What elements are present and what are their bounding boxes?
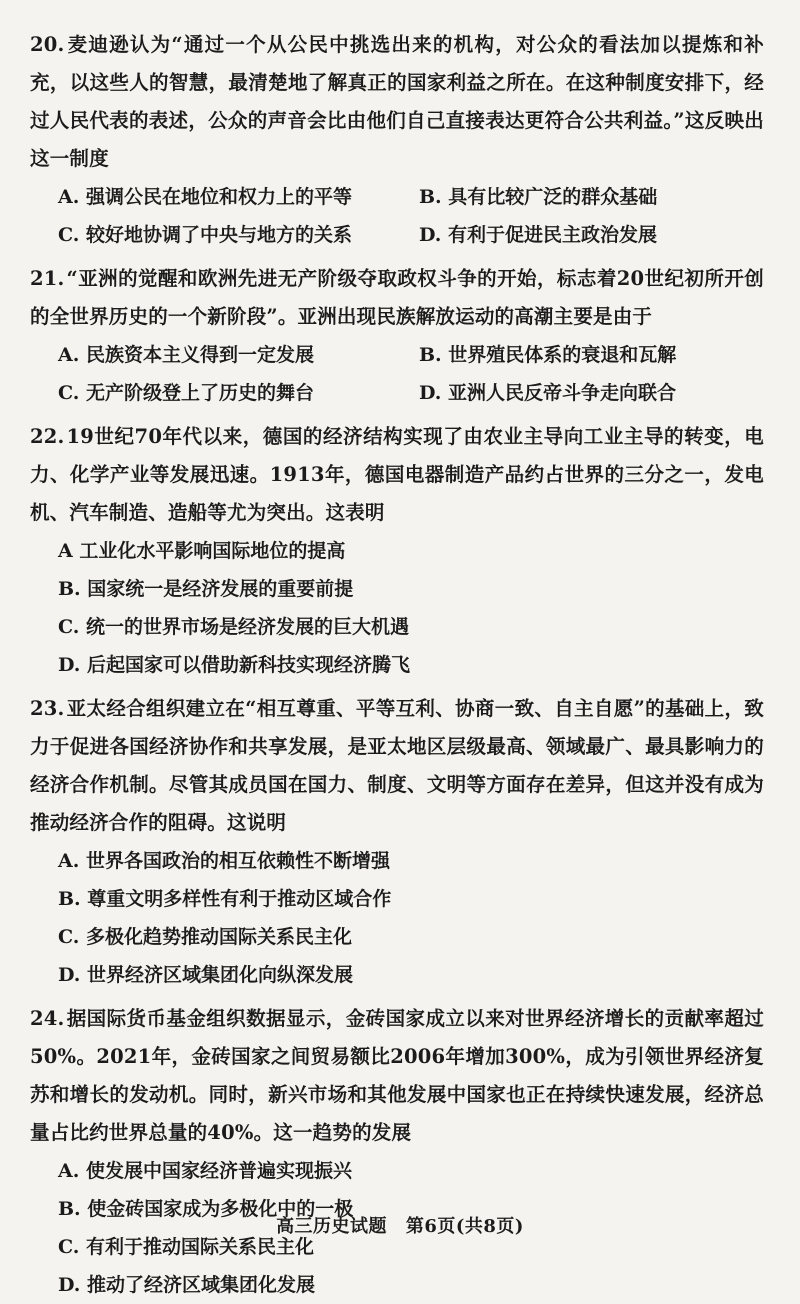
option-a: A 工业化水平影响国际地位的提高: [58, 540, 346, 562]
question-text: “亚洲的觉醒和欧洲先进无产阶级夺取政权斗争的开始，标志着20世纪初所开创的全世界历史的一个新阶段”。亚洲出现民族解放运动的高潮主要是由于: [30, 267, 764, 328]
option-d: D. 亚洲人民反帝斗争走向联合: [419, 382, 677, 404]
option-c: C. 统一的世界市场是经济发展的巨大机遇: [58, 616, 410, 638]
question-24-stem: [30, 1000, 764, 1152]
footer-title: 高三历史试题: [276, 1216, 388, 1237]
question-number: 20.: [30, 33, 65, 56]
option-c: C. 有利于推动国际关系民主化: [58, 1236, 315, 1258]
page-footer: [0, 1212, 800, 1238]
option-d: D. 推动了经济区域集团化发展: [58, 1274, 316, 1296]
question-23: [30, 690, 764, 994]
question-24: [30, 1000, 764, 1304]
option-d: D. 后起国家可以借助新科技实现经济腾飞: [58, 654, 411, 676]
option-b: B. 尊重文明多样性有利于推动区域合作: [58, 888, 392, 910]
question-22-stem: [30, 418, 764, 532]
option-a: A. 使发展中国家经济普遍实现振兴: [58, 1160, 352, 1182]
question-text: 19世纪70年代以来，德国的经济结构实现了由农业主导向工业主导的转变，电力、化学产业等发展迅速。1913年，德国电器制造产品约占世界的三分之一，发电机、汽车制造、造船等尤为突出。这表明: [30, 425, 764, 524]
option-b: B. 使金砖国家成为多极化中的一极: [58, 1198, 354, 1220]
options-list: [58, 842, 764, 994]
options-grid: [58, 178, 764, 254]
option-a: A. 强调公民在地位和权力上的平等: [58, 186, 352, 208]
question-number: 21.: [30, 267, 65, 290]
option-c: C. 较好地协调了中央与地方的关系: [58, 224, 353, 246]
question-text: 麦迪逊认为“通过一个从公民中挑选出来的机构，对公众的看法加以提炼和补充，以这些人的智慧，最清楚地了解真正的国家利益之所在。在这种制度安排下，经过人民代表的表述，公众的声音会比由他们自己直接表达更符合公共利益。”这反映出这一制度: [30, 33, 764, 170]
question-text: 亚太经合组织建立在“相互尊重、平等互利、协商一致、自主自愿”的基础上，致力于促进各国经济协作和共享发展，是亚太地区层级最高、领域最广、最具影响力的经济合作机制。尽管其成员国在国力、制度、文明等方面存在差异，但这并没有成为推动经济合作的阻碍。这说明: [30, 697, 764, 834]
option-c: C. 多极化趋势推动国际关系民主化: [58, 926, 353, 948]
question-number: 22.: [30, 425, 65, 448]
question-number: 23.: [30, 697, 65, 720]
option-d: D. 世界经济区域集团化向纵深发展: [58, 964, 354, 986]
option-b: B. 世界殖民体系的衰退和瓦解: [419, 344, 677, 366]
option-d: D. 有利于促进民主政治发展: [419, 224, 658, 246]
question-20: [30, 26, 764, 254]
question-21-stem: [30, 260, 764, 336]
option-a: A. 民族资本主义得到一定发展: [58, 344, 314, 366]
options-grid: [58, 336, 764, 412]
question-21: [30, 260, 764, 412]
option-b: B. 国家统一是经济发展的重要前提: [58, 578, 354, 600]
question-23-stem: [30, 690, 764, 842]
footer-page-number: 第6页(共8页): [405, 1216, 524, 1237]
question-text: 据国际货币基金组织数据显示，金砖国家成立以来对世界经济增长的贡献率超过50%。2021年，金砖国家之间贸易额比2006年增加300%，成为引领世界经济复苏和增长的发动机。同时，新兴市场和其他发展中国家也正在持续快速发展，经济总量占比约世界总量的40%。这一趋势的发展: [30, 1007, 764, 1144]
options-list: [58, 532, 764, 684]
option-c: C. 无产阶级登上了历史的舞台: [58, 382, 315, 404]
option-b: B. 具有比较广泛的群众基础: [419, 186, 658, 208]
question-22: [30, 418, 764, 684]
option-a: A. 世界各国政治的相互依赖性不断增强: [58, 850, 390, 872]
question-20-stem: [30, 26, 764, 178]
question-number: 24.: [30, 1007, 65, 1030]
